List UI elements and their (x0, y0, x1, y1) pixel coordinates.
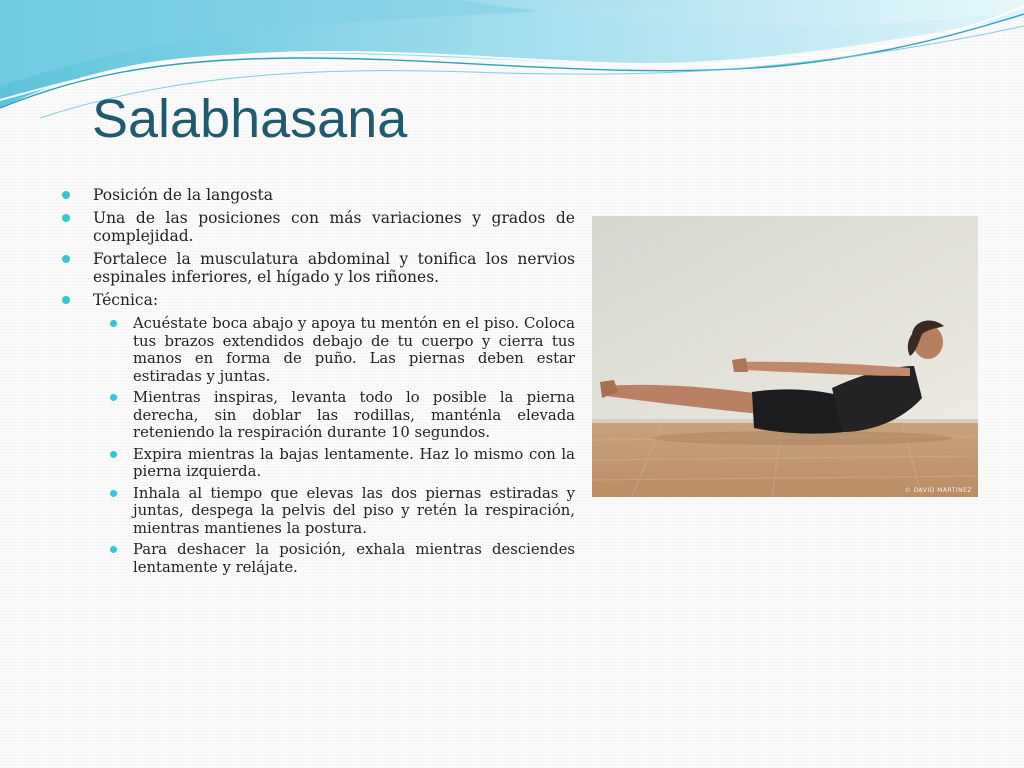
sub-bullet-text: Mientras inspiras, levanta todo lo posible la pierna derecha, sin doblar las rodillas, manténla elevada reteniendo la respiración durante 10 segundos. (133, 389, 575, 441)
bullet-item (60, 186, 575, 204)
slide-content (60, 186, 575, 581)
bullet-dot-icon (62, 214, 70, 222)
locust-pose-photo (592, 216, 978, 497)
sub-bullet-text: Inhala al tiempo que elevas las dos piernas estiradas y juntas, despega la pelvis del piso y retén la respiración, mientras mantienes la postura. (133, 484, 575, 537)
sub-bullet-text: Para deshacer la posición, exhala mientras desciendes lentamente y relájate. (133, 541, 575, 576)
slide-title: Salabhasana (92, 89, 408, 149)
sub-bullet-item (93, 315, 575, 385)
sub-bullet-text: Expira mientras la bajas lentamente. Haz lo mismo con la pierna izquierda. (133, 445, 575, 480)
bullet-dot-icon (110, 490, 117, 497)
bullet-text: Una de las posiciones con más variaciones y grados de complejidad. (93, 209, 575, 245)
sub-bullet-item (93, 485, 575, 538)
bullet-text: Técnica: (93, 291, 159, 309)
sub-bullet-text: Acuéstate boca abajo y apoya tu mentón en el piso. Coloca tus brazos extendidos debajo de tu cuerpo y cierra tus manos en forma de puño. Las piernas deben estar estiradas y juntas. (133, 315, 575, 385)
bullet-dot-icon (110, 394, 117, 401)
sub-bullet-item (93, 389, 575, 442)
bullet-list (60, 186, 575, 576)
bullet-dot-icon (62, 296, 70, 304)
bullet-item (60, 209, 575, 245)
bullet-text: Posición de la langosta (93, 186, 273, 204)
bullet-item (60, 250, 575, 286)
bullet-text: Fortalece la musculatura abdominal y tonifica los nervios espinales inferiores, el hígado y los riñones. (93, 250, 575, 286)
photo-credit: © DAVID MARTINEZ (904, 487, 972, 494)
bullet-dot-icon (110, 320, 117, 327)
photo-illustration (592, 216, 978, 497)
bullet-dot-icon (110, 451, 117, 458)
sub-bullet-item (93, 446, 575, 481)
bullet-dot-icon (62, 255, 70, 263)
bullet-item (60, 291, 575, 576)
bullet-dot-icon (62, 191, 70, 199)
bullet-dot-icon (110, 546, 117, 553)
sub-bullet-list (93, 315, 575, 576)
sub-bullet-item (93, 541, 575, 576)
